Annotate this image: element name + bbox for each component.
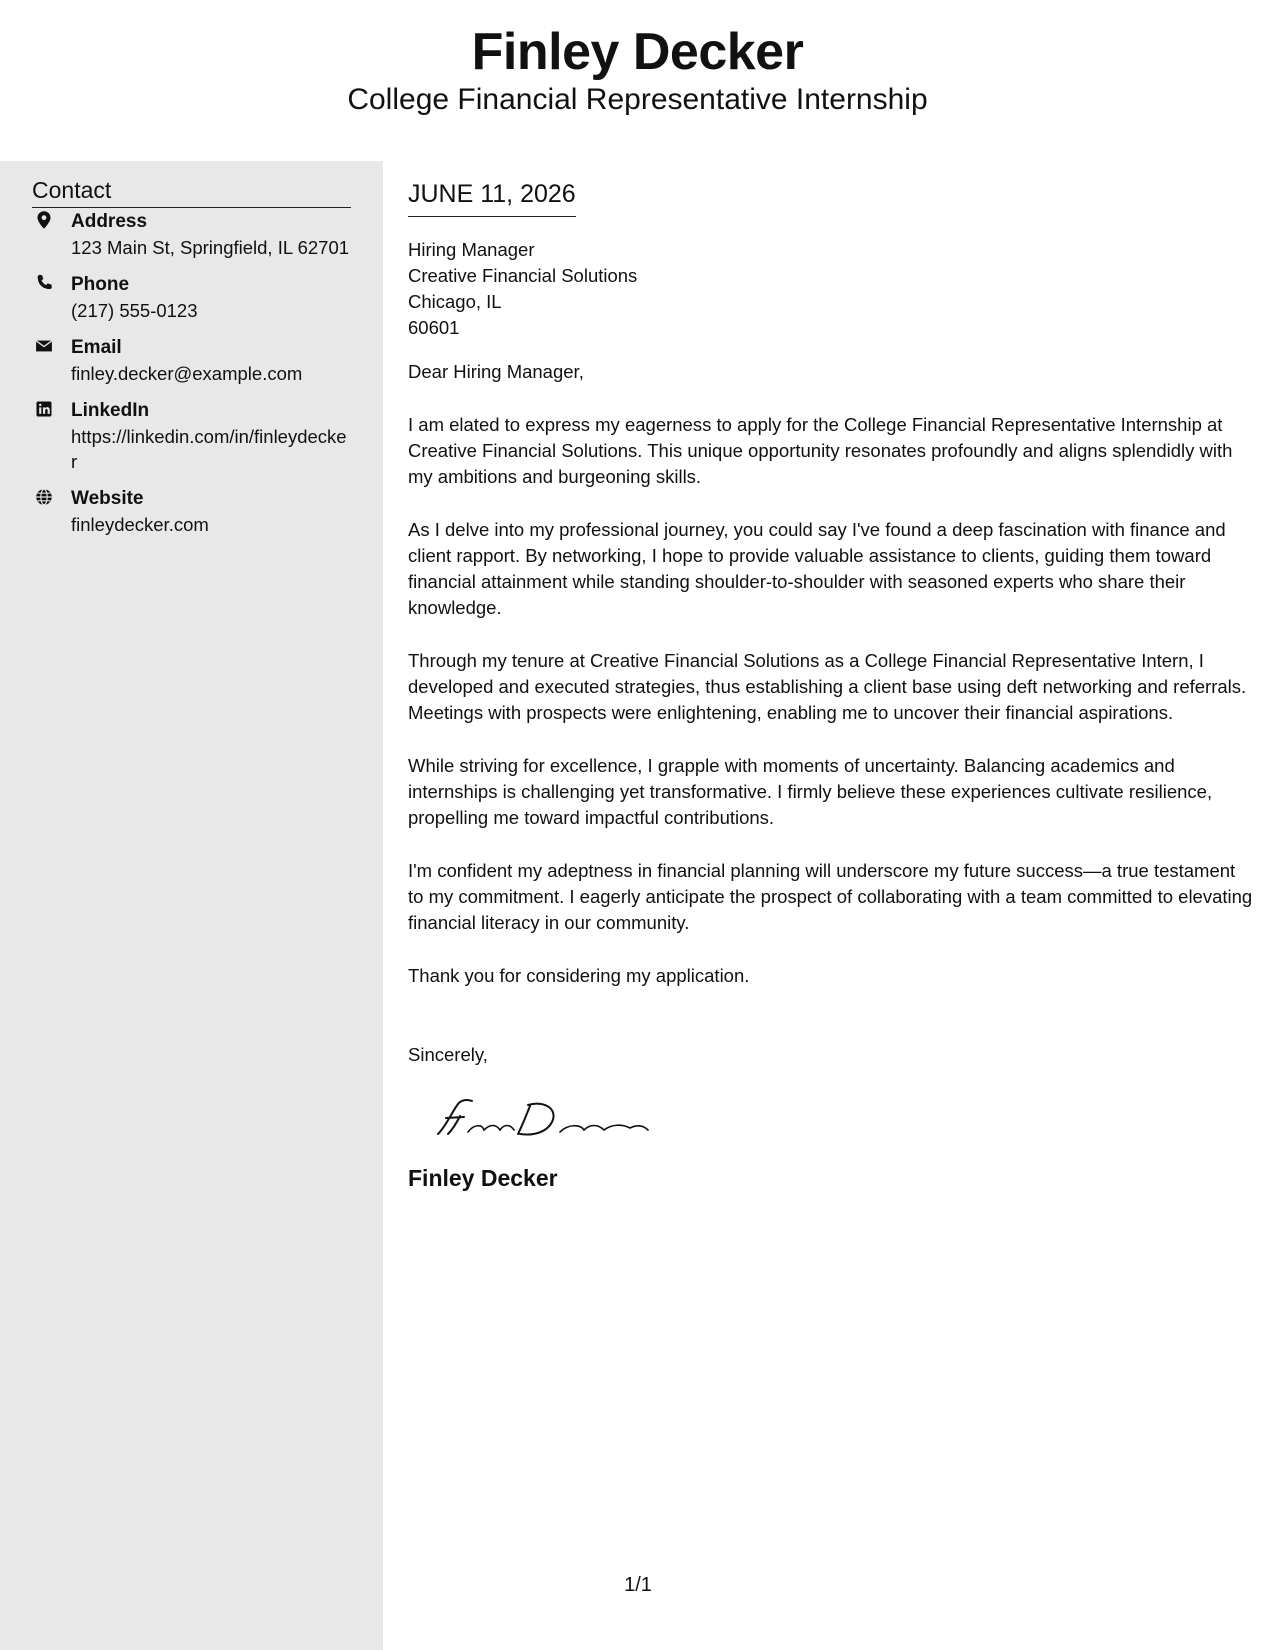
closing: Sincerely, <box>408 1044 488 1065</box>
address-value: 123 Main St, Springfield, IL 62701 <box>71 237 350 258</box>
body-paragraph: Thank you for considering my application. <box>408 965 750 986</box>
contact-label: Website <box>71 488 144 509</box>
contact-heading: Contact <box>32 176 351 208</box>
page-number: 1/1 <box>624 1574 652 1596</box>
handwritten-signature <box>434 1096 654 1144</box>
recipient-block <box>408 237 1253 341</box>
applicant-name: Finley Decker <box>471 23 804 81</box>
recipient-zip: 60601 <box>408 317 460 338</box>
body-paragraph: I am elated to express my eagerness to apply for the College Financial Representative Internship at Creative Financial Solutions. This unique opportunity resonates profoundly and aligns splendidly with my ambitions and burgeoning skills. <box>408 414 1233 487</box>
salutation: Dear Hiring Manager, <box>408 361 584 382</box>
letter-header <box>0 0 1275 160</box>
contact-label: Address <box>71 211 148 232</box>
body-paragraph: I'm confident my adeptness in financial planning will underscore my future success—a true testament to my commitment. I eagerly anticipate the prospect of collaborating with a team committed to elevating financial literacy in our community. <box>408 860 1253 933</box>
body-paragraph: As I delve into my professional journey, you could say I've found a deep fascination with finance and client rapport. By networking, I hope to provide valuable assistance to clients, guiding them toward financial attainment while standing shoulder-to-shoulder with seasoned experts who share their knowledge. <box>408 519 1226 618</box>
letter-body <box>408 178 1253 1193</box>
signed-name: Finley Decker <box>408 1165 558 1191</box>
linkedin-icon <box>34 399 54 419</box>
envelope-icon <box>34 336 54 356</box>
recipient-company: Creative Financial Solutions <box>408 265 638 286</box>
map-pin-icon <box>34 210 54 230</box>
phone-icon <box>34 273 54 293</box>
contact-label: LinkedIn <box>71 400 150 421</box>
body-paragraph: While striving for excellence, I grapple with moments of uncertainty. Balancing academics and internships is challenging yet transformative. I firmly believe these experiences cultivate resilience, propelling me toward impactful contributions. <box>408 755 1213 828</box>
body-paragraph: Through my tenure at Creative Financial Solutions as a College Financial Representative Intern, I developed and executed strategies, thus establishing a client base using deft networking and referrals. Meetings with prospects were enlightening, enabling me to uncover their financial aspirations. <box>408 650 1247 723</box>
recipient-city: Chicago, IL <box>408 291 502 312</box>
website-value[interactable]: finleydecker.com <box>71 514 209 535</box>
letter-date: JUNE 11, 2026 <box>408 178 576 217</box>
job-title: College Financial Representative Internship <box>347 83 928 116</box>
linkedin-value[interactable]: https://linkedin.com/in/finleydecker <box>71 426 347 472</box>
globe-icon <box>34 487 54 507</box>
contact-label: Email <box>71 337 122 358</box>
email-value: finley.decker@example.com <box>71 363 303 384</box>
phone-value: (217) 555-0123 <box>71 300 198 321</box>
contact-label: Phone <box>71 274 130 295</box>
recipient-title: Hiring Manager <box>408 239 535 260</box>
